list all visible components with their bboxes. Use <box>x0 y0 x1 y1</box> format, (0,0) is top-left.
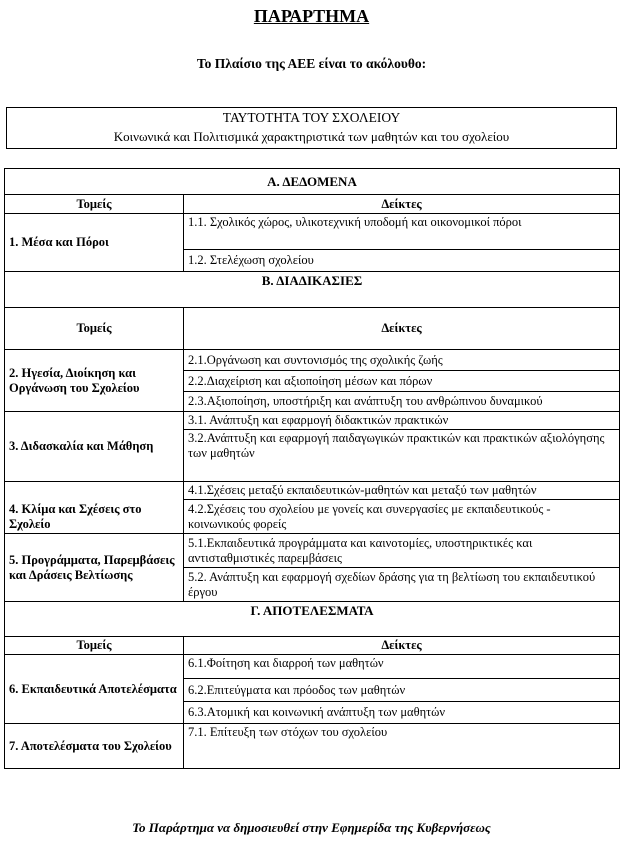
intro-text: Το Πλαίσιο της ΑΕΕ είναι το ακόλουθο: <box>196 56 427 71</box>
indicator-4-1: 4.1.Σχέσεις μεταξύ εκπαιδευτικών-μαθητών και μεταξύ των μαθητών <box>184 482 620 500</box>
domain-5: 5. Προγράμματα, Παρεμβάσεις και Δράσεις Βελτίωσης <box>5 534 184 602</box>
column-header-domains-c: Τομείς <box>5 637 184 655</box>
framework-table <box>4 168 620 769</box>
domain-6: 6. Εκπαιδευτικά Αποτελέσματα <box>5 655 184 724</box>
domain-4: 4. Κλίμα και Σχέσεις στο Σχολείο <box>5 482 184 534</box>
indicator-1-1: 1.1. Σχολικός χώρος, υλικοτεχνική υποδομή και οικονομικοί πόροι <box>184 214 620 250</box>
school-identity-box <box>6 107 617 149</box>
section-title-c: Γ. ΑΠΟΤΕΛΕΣΜΑΤΑ <box>5 602 620 637</box>
indicator-5-2: 5.2. Ανάπτυξη και εφαρμογή σχεδίων δράσης για τη βελτίωση του εκπαιδευτικού έργου <box>184 568 620 602</box>
column-header-indicators: Δείκτες <box>184 195 620 214</box>
domain-3: 3. Διδασκαλία και Μάθηση <box>5 412 184 482</box>
indicator-6-2: 6.2.Επιτεύγματα και πρόοδος των μαθητών <box>184 679 620 702</box>
indicator-3-2: 3.2.Ανάπτυξη και εφαρμογή παιδαγωγικών πρακτικών και πρακτικών αξιολόγησης των μαθητών <box>184 430 620 482</box>
section-title-a: Α. ΔΕΔΟΜΕΝΑ <box>5 169 620 195</box>
column-header-indicators-c: Δείκτες <box>184 637 620 655</box>
page-title: ΠΑΡΑΡΤΗΜΑ <box>253 6 370 26</box>
section-title-b: Β. ΔΙΑΔΙΚΑΣΙΕΣ <box>5 272 620 308</box>
indicator-4-2: 4.2.Σχέσεις του σχολείου με γονείς και συνεργασίες με εκπαιδευτικούς - κοινωνικούς φορείς <box>184 500 620 534</box>
indicator-1-2: 1.2. Στελέχωση σχολείου <box>184 250 620 272</box>
indicator-7-1: 7.1. Επίτευξη των στόχων του σχολείου <box>184 724 620 769</box>
column-header-domains-b: Τομείς <box>5 308 184 350</box>
indicator-2-1: 2.1.Οργάνωση και συντονισμός της σχολικής ζωής <box>184 350 620 371</box>
column-header-domains: Τομείς <box>5 195 184 214</box>
identity-subtitle: Κοινωνικά και Πολιτισμικά χαρακτηριστικά των μαθητών και του σχολείου <box>113 129 510 144</box>
domain-2: 2. Ηγεσία, Διοίκηση και Οργάνωση του Σχολείου <box>5 350 184 412</box>
indicator-3-1: 3.1. Ανάπτυξη και εφαρμογή διδακτικών πρακτικών <box>184 412 620 430</box>
indicator-6-1: 6.1.Φοίτηση και διαρροή των μαθητών <box>184 655 620 679</box>
footer-note: Το Παράρτημα να δημοσιευθεί στην Εφημερίδα της Κυβερνήσεως <box>132 820 491 835</box>
column-header-indicators-b: Δείκτες <box>184 308 620 350</box>
indicator-5-1: 5.1.Εκπαιδευτικά προγράμματα και καινοτομίες, υποστηρικτικές και αντισταθμιστικές παρεμβάσεις <box>184 534 620 568</box>
identity-title: ΤΑΥΤΟΤΗΤΑ ΤΟΥ ΣΧΟΛΕΙΟΥ <box>222 110 401 125</box>
indicator-2-2: 2.2.Διαχείριση και αξιοποίηση μέσων και πόρων <box>184 371 620 392</box>
indicator-6-3: 6.3.Ατομική και κοινωνική ανάπτυξη των μαθητών <box>184 702 620 724</box>
indicator-2-3: 2.3.Αξιοποίηση, υποστήριξη και ανάπτυξη του ανθρώπινου δυναμικού <box>184 392 620 412</box>
domain-7: 7. Αποτελέσματα του Σχολείου <box>5 724 184 769</box>
domain-1: 1. Μέσα και Πόροι <box>5 214 184 272</box>
